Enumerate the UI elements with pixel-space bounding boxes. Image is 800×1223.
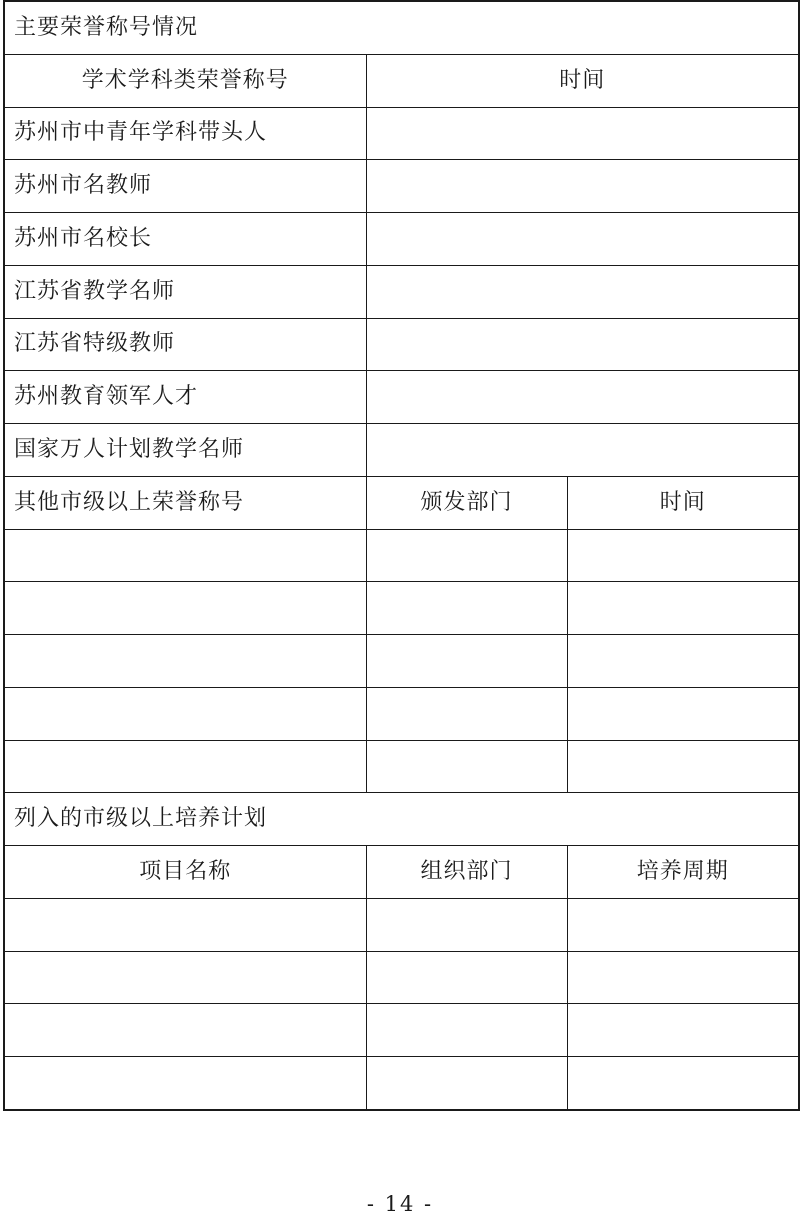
other-honor-issuer-cell[interactable] xyxy=(366,635,567,688)
page-number: - 14 - xyxy=(366,1192,434,1216)
column-header-other-honor-name: 其他市级以上荣誉称号 xyxy=(4,476,366,529)
honor-time-cell[interactable] xyxy=(366,160,799,213)
project-name-cell[interactable] xyxy=(4,951,366,1004)
other-honor-time-cell[interactable] xyxy=(567,740,799,793)
other-honor-time-cell[interactable] xyxy=(567,582,799,635)
project-name-cell[interactable] xyxy=(4,1004,366,1057)
other-honor-name-cell[interactable] xyxy=(4,687,366,740)
column-header-time: 时间 xyxy=(366,54,799,107)
project-name-cell[interactable] xyxy=(4,898,366,951)
training-period-cell[interactable] xyxy=(567,1004,799,1057)
column-header-organizer: 组织部门 xyxy=(366,846,567,899)
other-honor-issuer-cell[interactable] xyxy=(366,687,567,740)
training-period-cell[interactable] xyxy=(567,951,799,1004)
table-row xyxy=(4,318,799,371)
column-header-time: 时间 xyxy=(567,476,799,529)
table-row xyxy=(4,213,799,266)
other-honor-name-cell[interactable] xyxy=(4,529,366,582)
table-row xyxy=(4,635,799,688)
training-period-cell[interactable] xyxy=(567,898,799,951)
honor-time-cell[interactable] xyxy=(366,424,799,477)
section-title-row xyxy=(4,793,799,846)
table-row xyxy=(4,107,799,160)
section-title-honors: 主要荣誉称号情况 xyxy=(4,1,799,54)
column-header-honor-name: 学术学科类荣誉称号 xyxy=(4,54,366,107)
section-title-training-plans: 列入的市级以上培养计划 xyxy=(4,793,799,846)
table-row xyxy=(4,265,799,318)
other-honor-time-cell[interactable] xyxy=(567,687,799,740)
other-honor-issuer-cell[interactable] xyxy=(366,529,567,582)
honor-name-cell: 江苏省特级教师 xyxy=(4,318,366,371)
honor-name-cell: 苏州市名校长 xyxy=(4,213,366,266)
column-header-issuer: 颁发部门 xyxy=(366,476,567,529)
project-name-cell[interactable] xyxy=(4,1057,366,1110)
table-row xyxy=(4,951,799,1004)
honors-form-table xyxy=(3,0,800,1111)
table-row xyxy=(4,371,799,424)
other-honor-issuer-cell[interactable] xyxy=(366,582,567,635)
table-header-row xyxy=(4,54,799,107)
section-title-row xyxy=(4,1,799,54)
table-row xyxy=(4,687,799,740)
table-row xyxy=(4,160,799,213)
honor-time-cell[interactable] xyxy=(366,265,799,318)
other-honor-name-cell[interactable] xyxy=(4,635,366,688)
honor-name-cell: 江苏省教学名师 xyxy=(4,265,366,318)
organizer-cell[interactable] xyxy=(366,1057,567,1110)
honor-time-cell[interactable] xyxy=(366,318,799,371)
table-row xyxy=(4,740,799,793)
table-row xyxy=(4,1057,799,1110)
other-honor-name-cell[interactable] xyxy=(4,582,366,635)
training-period-cell[interactable] xyxy=(567,1057,799,1110)
honor-time-cell[interactable] xyxy=(366,107,799,160)
other-honor-time-cell[interactable] xyxy=(567,635,799,688)
honor-name-cell: 苏州市中青年学科带头人 xyxy=(4,107,366,160)
honor-name-cell: 苏州市名教师 xyxy=(4,160,366,213)
table-row xyxy=(4,424,799,477)
table-row xyxy=(4,582,799,635)
organizer-cell[interactable] xyxy=(366,1004,567,1057)
other-honor-time-cell[interactable] xyxy=(567,529,799,582)
honor-name-cell: 国家万人计划教学名师 xyxy=(4,424,366,477)
table-header-row xyxy=(4,476,799,529)
organizer-cell[interactable] xyxy=(366,951,567,1004)
table-header-row xyxy=(4,846,799,899)
table-row xyxy=(4,898,799,951)
table-row xyxy=(4,1004,799,1057)
other-honor-issuer-cell[interactable] xyxy=(366,740,567,793)
honor-time-cell[interactable] xyxy=(366,213,799,266)
other-honor-name-cell[interactable] xyxy=(4,740,366,793)
column-header-project-name: 项目名称 xyxy=(4,846,366,899)
organizer-cell[interactable] xyxy=(366,898,567,951)
honor-time-cell[interactable] xyxy=(366,371,799,424)
honor-name-cell: 苏州教育领军人才 xyxy=(4,371,366,424)
column-header-training-period: 培养周期 xyxy=(567,846,799,899)
table-row xyxy=(4,529,799,582)
